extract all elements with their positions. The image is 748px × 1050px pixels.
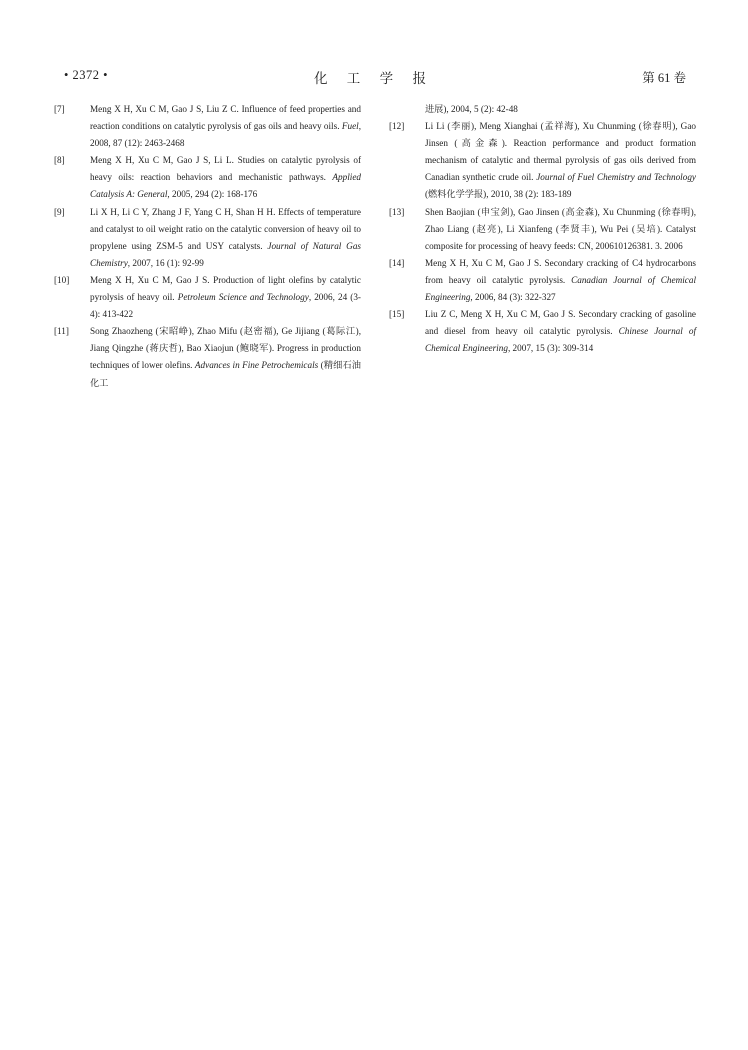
- reference-number: [7]: [54, 104, 65, 114]
- source-title: Chinese Journal of Chemical Engineering: [425, 326, 697, 354]
- reference-15: [389, 306, 696, 357]
- reference-number: [8]: [54, 155, 65, 166]
- source-title: Fuel: [341, 121, 359, 132]
- reference-number: [11]: [54, 326, 69, 337]
- reference-10: [54, 272, 361, 323]
- page-header: [0, 66, 748, 86]
- source-title: Canadian Journal of Chemical Engineering: [425, 274, 696, 303]
- reference-number: [9]: [54, 206, 65, 217]
- reference-8: [54, 152, 361, 203]
- reference-9: [54, 204, 361, 272]
- reference-text: Meng X H, Xu C M, Gao J S. Production of light olefins by catalytic pyrolysis of heavy oil. Petroleum Science and Technology, 2006, 24 (3-4): 413-422: [90, 274, 361, 320]
- reference-11: [54, 323, 361, 391]
- reference-number: [10]: [54, 274, 70, 285]
- journal-title: 化 工 学 报: [313, 71, 435, 86]
- source-title: Journal of Fuel Chemistry and Technology: [536, 172, 696, 183]
- references-right-column: [389, 101, 696, 357]
- reference-14: [389, 255, 696, 306]
- reference-13: [389, 204, 696, 255]
- reference-number: [14]: [389, 257, 405, 268]
- source-title: Journal of Natural Gas Chemistry: [90, 240, 361, 268]
- reference-number: [15]: [389, 309, 405, 320]
- volume-label: 第 61 卷: [642, 71, 686, 85]
- reference-text: Meng X H, Xu C M, Gao J S, Liu Z C. Influence of feed properties and reaction conditions on catalytic pyrolysis of gas oils and heavy oils. Fuel, 2008, 87 (12): 2463-2468: [90, 104, 361, 149]
- reference-12: [389, 118, 696, 203]
- reference-text: Li X H, Li C Y, Zhang J F, Yang C H, Shan H H. Effects of temperature and catalyst to oil weight ratio on the catalytic conversion of heavy oil to propylene using ZSM-5 and USY catalysts. Journal of Natural Gas Chemistry, 2007, 16 (1): 92-99: [90, 206, 361, 268]
- reference-11-continuation: 进展), 2004, 5 (2): 42-48: [425, 104, 518, 114]
- references-left-column: [54, 101, 361, 392]
- reference-text: Li Li (李丽), Meng Xianghai (孟祥海), Xu Chunming (徐春明), Gao Jinsen (高金森). Reaction performance and product formation mechanism of catalytic and thermal pyrolysis of gas oils derived from Canadian synthetic crude oil. Journal of Fuel Chemistry and Technology (燃料化学学报), 2010, 38 (2): 183-189: [425, 121, 696, 200]
- source-title: Advances in Fine Petrochemicals: [194, 360, 319, 371]
- reference-text: Meng X H, Xu C M, Gao J S. Secondary cracking of C4 hydrocarbons from heavy oil catalytic pyrolysis. Canadian Journal of Chemical Engineering, 2006, 84 (3): 322-327: [425, 257, 696, 303]
- source-title: Applied Catalysis A: General: [90, 172, 361, 200]
- reference-number: [13]: [389, 206, 405, 217]
- reference-text: Meng X H, Xu C M, Gao J S, Li L. Studies on catalytic pyrolysis of heavy oils: reaction behaviors and mechanistic pathways. Applied Catalysis A: General, 2005, 294 (2): 168-176: [90, 155, 361, 200]
- reference-text: Shen Baojian (申宝剑), Gao Jinsen (高金森), Xu Chunming (徐春明), Zhao Liang (赵亮), Li Xianfeng (李贤丰), Wu Pei (吴培). Catalyst composite for processing of heavy feeds: CN, 200610126381. 3. 2006: [425, 206, 696, 251]
- reference-7: [54, 101, 361, 152]
- reference-text: Song Zhaozheng (宋昭峥), Zhao Mifu (赵密福), Ge Jijiang (葛际江), Jiang Qingzhe (蒋庆哲), Bao Xiaojun (鲍晓军). Progress in production techniques of lower olefins. Advances in Fine Petrochemicals (精细石油化工: [90, 326, 361, 388]
- reference-number: [12]: [389, 121, 405, 132]
- source-title: Petroleum Science and Technology: [177, 292, 309, 303]
- page-number: • 2372 •: [64, 68, 109, 82]
- reference-text: Liu Z C, Meng X H, Xu C M, Gao J S. Secondary cracking of gasoline and diesel from heavy oil catalytic pyrolysis. Chinese Journal of Chemical Engineering, 2007, 15 (3): 309-314: [425, 309, 697, 354]
